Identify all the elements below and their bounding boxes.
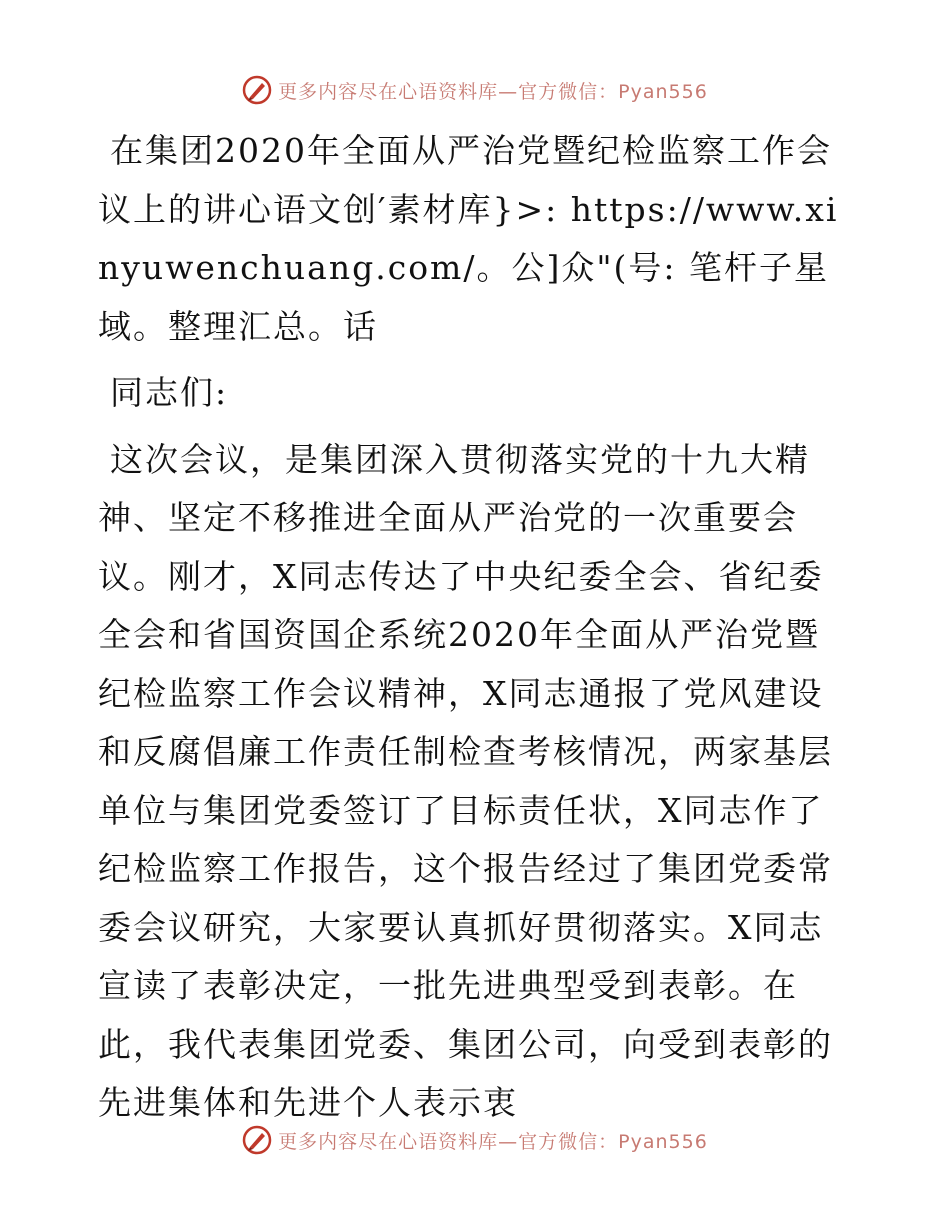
greeting: 同志们: <box>110 373 229 412</box>
header-watermark <box>0 70 950 110</box>
pen-logo-icon <box>242 75 272 105</box>
watermark-text: 更多内容尽在心语资料库—官方微信：Pyan556 <box>278 80 708 103</box>
footer-watermark <box>0 1120 950 1160</box>
document-title: 在集团2020年全面从严治党暨纪检监察工作会议上的讲心语文创′素材库}>: https://www.xinyuwenchuang.com/。公]众"(号: 笔杆子星域。整理汇总。话 <box>98 131 839 346</box>
body-paragraph: 这次会议，是集团深入贯彻落实党的十九大精神、坚定不移推进全面从严治党的一次重要会议。刚才，X同志传达了中央纪委全会、省纪委全会和省国资国企系统2020年全面从严治党暨纪检监察工作会议精神，X同志通报了党风建设和反腐倡廉工作责任制检查考核情况，两家基层单位与集团党委签订了目标责任状，X同志作了纪检监察工作报告，这个报告经过了集团党委常委会议研究，大家要认真抓好贯彻落实。X同志宣读了表彰决定，一批先进典型受到表彰。在此，我代表集团党委、集团公司，向受到表彰的先进集体和先进个人表示衷 <box>98 439 833 1122</box>
pen-logo-icon <box>242 1125 272 1155</box>
document-body <box>98 122 850 1141</box>
watermark-text: 更多内容尽在心语资料库—官方微信：Pyan556 <box>278 1130 708 1153</box>
